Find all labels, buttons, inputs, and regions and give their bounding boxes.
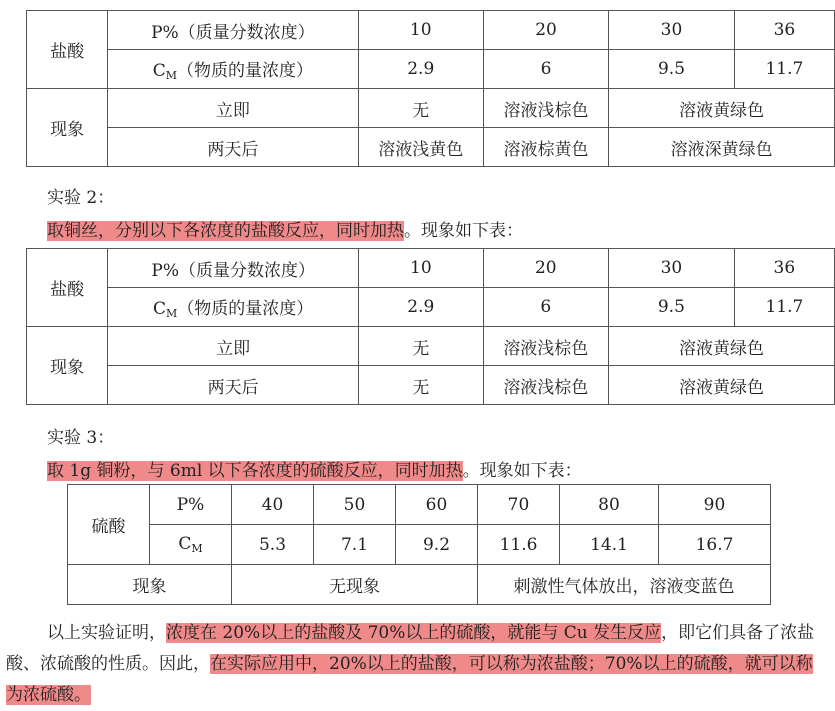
p-value-cell: 10 <box>359 249 484 288</box>
cm-value-cell: 6 <box>483 288 608 327</box>
highlight: 浓度在 20%以上的盐酸及 70%以上的硫酸，就能与 Cu 发生反应 <box>166 623 662 643</box>
experiment-3-description: 取 1g 铜粉，与 6ml 以下各浓度的硫酸反应，同时加热。现象如下表： <box>47 461 582 481</box>
phenomenon-value-cell: 溶液黄绿色 <box>609 327 835 366</box>
cm-value-cell: 11.7 <box>734 288 834 327</box>
highlight: 取 1g 铜粉，与 6ml 以下各浓度的硫酸反应， <box>47 461 395 481</box>
twodays-label-cell: 两天后 <box>108 366 359 405</box>
immediate-label-cell: 立即 <box>108 89 358 128</box>
cm-symbol: $C_M$ <box>153 299 178 320</box>
cm-value-cell: 6 <box>483 50 608 89</box>
cm-value-cell: 2.9 <box>359 288 484 327</box>
acid-name-cell: 硫酸 <box>68 485 150 565</box>
cm-value-cell: 9.2 <box>396 525 478 565</box>
highlight: 在实际应用中，20%以上的盐酸，可以称为浓盐酸；70%以上的硫酸，就可以称为浓硫酸。 <box>6 654 813 705</box>
sulfuric-table <box>67 484 771 605</box>
experiment-3-title: 实验 3： <box>47 428 115 448</box>
phenomenon-cell: 现象 <box>27 327 108 405</box>
phenomenon-value-cell: 溶液深黄绿色 <box>609 128 835 167</box>
phenomenon-value-cell: 无 <box>359 366 484 405</box>
phenomenon-value-cell: 无 <box>358 89 483 128</box>
cm-label-cell: $C_M$（物质的量浓度） <box>108 288 359 327</box>
cm-label-cell <box>150 525 232 565</box>
phenomenon-cell: 现象 <box>68 565 232 605</box>
p-value-cell: 20 <box>483 11 608 50</box>
p-value-cell: 50 <box>314 485 396 525</box>
phenomenon-value-cell: 溶液棕黄色 <box>483 128 608 167</box>
cm-symbol: $C_M$ <box>178 534 203 555</box>
experiment-2-title: 实验 2： <box>47 188 115 208</box>
p-value-cell: 60 <box>396 485 478 525</box>
cm-value-cell: 11.6 <box>478 525 560 565</box>
phenomenon-value-cell: 溶液黄绿色 <box>609 89 835 128</box>
phenomenon-value-cell: 溶液黄绿色 <box>609 366 835 405</box>
hydrochloric-table-1 <box>26 10 835 167</box>
phenomenon-value-cell: 溶液浅棕色 <box>483 366 608 405</box>
cm-value-cell: 7.1 <box>314 525 396 565</box>
p-label-cell: P%（质量分数浓度） <box>108 249 359 288</box>
p-value-cell: 10 <box>358 11 483 50</box>
phenomenon-value-cell: 溶液浅棕色 <box>483 89 608 128</box>
p-value-cell: 30 <box>609 11 735 50</box>
p-value-cell: 90 <box>659 485 771 525</box>
cm-symbol: $C_M$ <box>152 61 178 82</box>
p-value-cell: 40 <box>232 485 314 525</box>
highlight: 同时加热 <box>394 461 463 481</box>
immediate-label-cell: 立即 <box>108 327 359 366</box>
twodays-label-cell: 两天后 <box>108 128 358 167</box>
p-value-cell: 36 <box>734 11 834 50</box>
phenomenon-value-cell: 无 <box>359 327 484 366</box>
experiment-2-description: 取铜丝，分别以下各浓度的盐酸反应，同时加热。现象如下表： <box>47 221 523 241</box>
hydrochloric-table-2 <box>26 248 835 405</box>
cm-value-cell: 16.7 <box>659 525 771 565</box>
phenomenon-value-cell: 溶液浅黄色 <box>358 128 483 167</box>
cm-value-cell: 9.5 <box>609 50 735 89</box>
p-value-cell: 36 <box>734 249 834 288</box>
p-label-cell: P%（质量分数浓度） <box>108 11 358 50</box>
phenomenon-cell: 现象 <box>27 89 108 167</box>
p-value-cell: 80 <box>560 485 659 525</box>
cm-label-cell: $C_M$（物质的量浓度） <box>108 50 358 89</box>
acid-name-cell: 盐酸 <box>27 249 108 327</box>
cm-value-cell: 2.9 <box>358 50 483 89</box>
p-value-cell: 20 <box>483 249 608 288</box>
phenomenon-value-cell: 溶液浅棕色 <box>483 327 608 366</box>
cm-value-cell: 9.5 <box>609 288 735 327</box>
conclusion-paragraph: 以上实验证明，浓度在 20%以上的盐酸及 70%以上的硫酸，就能与 Cu 发生反应，即它们具备了浓盐酸、浓硫酸的性质。因此，在实际应用中，20%以上的盐酸，可以称为浓盐酸；70%以上的硫酸，就可以称为浓硫酸。 <box>6 623 815 705</box>
cm-value-cell: 11.7 <box>734 50 834 89</box>
cm-value-cell: 14.1 <box>560 525 659 565</box>
cm-value-cell: 5.3 <box>232 525 314 565</box>
acid-name-cell: 盐酸 <box>27 11 108 89</box>
phenomenon-value-cell: 无现象 <box>232 565 478 605</box>
p-value-cell: 30 <box>609 249 735 288</box>
highlight: 取铜丝，分别以下各浓度的盐酸反应，同时加热 <box>47 221 404 241</box>
phenomenon-value-cell: 刺激性气体放出，溶液变蓝色 <box>478 565 771 605</box>
p-label-cell: P% <box>150 485 232 525</box>
p-value-cell: 70 <box>478 485 560 525</box>
